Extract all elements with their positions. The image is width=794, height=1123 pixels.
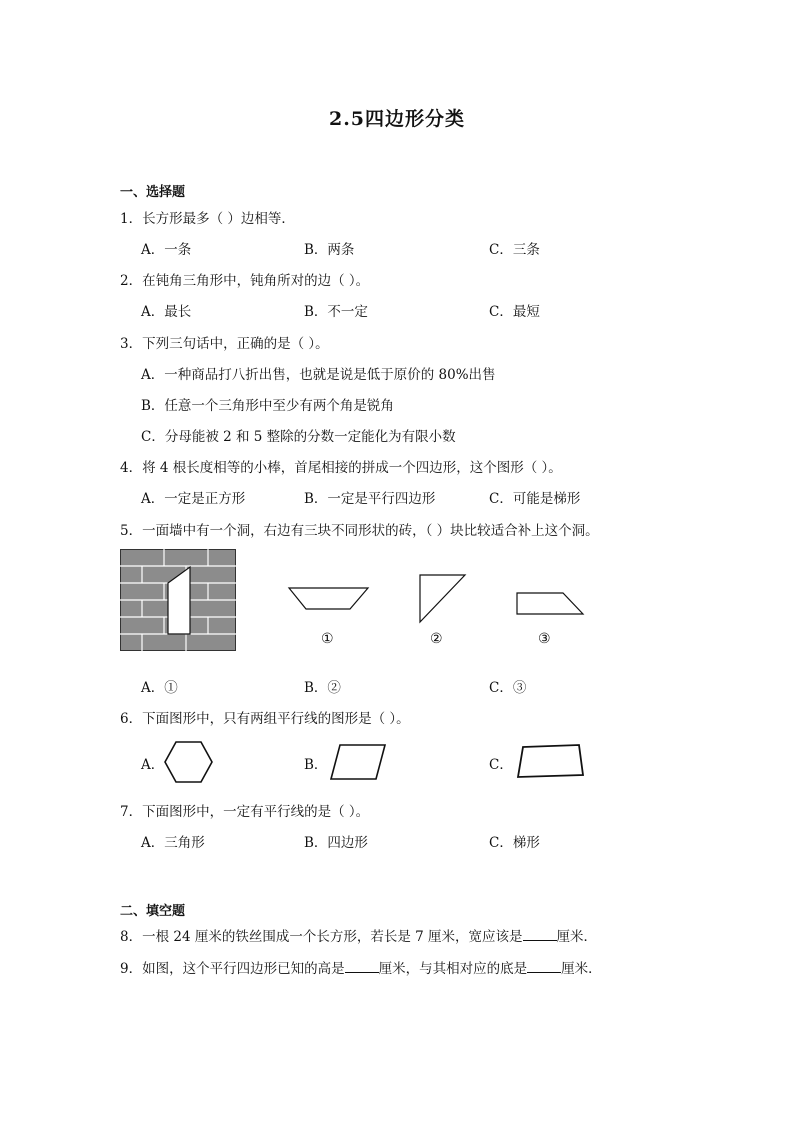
q5-option-a[interactable]: A．① [141, 680, 178, 696]
section-heading-choice: 一、选择题 [120, 185, 186, 200]
hexagon-shape [164, 740, 214, 784]
q6-option-c[interactable]: C． [489, 757, 513, 773]
question-8 [120, 925, 597, 945]
q8-text-before: 8．一根 24 厘米的铁丝围成一个长方形，若长是 7 厘米，宽应该是 [120, 929, 523, 945]
question-7: 7．下面图形中，一定有平行线的是（ ）。 [120, 804, 370, 820]
q1-option-b[interactable]: B．两条 [304, 242, 355, 258]
q8-answer-blank[interactable] [523, 928, 557, 941]
brick-wall-with-hole-figure [120, 549, 237, 652]
q4-option-a[interactable]: A．一定是正方形 [141, 491, 246, 507]
q4-option-c[interactable]: C．可能是梯形 [489, 491, 581, 507]
q9-text-after: 厘米． [561, 961, 602, 977]
brick-shape-2-triangle [418, 573, 468, 625]
q3-option-b[interactable]: B．任意一个三角形中至少有两个角是锐角 [141, 398, 394, 414]
shape-1-label: ① [321, 631, 334, 647]
q9-text-middle: 厘米，与其相对应的底是 [378, 961, 528, 977]
brick-shape-1-trapezoid [288, 587, 370, 611]
shape-3-label: ③ [538, 631, 551, 647]
question-6: 6．下面图形中，只有两组平行线的图形是（ ）。 [120, 711, 410, 727]
section-heading-fill: 二、填空题 [120, 904, 186, 919]
q6-option-b[interactable]: B． [304, 757, 328, 773]
q4-option-b[interactable]: B．一定是平行四边形 [304, 491, 436, 507]
question-5: 5．一面墙中有一个洞，右边有三块不同形状的砖，（ ）块比较适合补上这个洞。 [120, 523, 599, 539]
question-3: 3．下列三句话中，正确的是（ ）。 [120, 336, 329, 352]
irregular-quadrilateral-shape [517, 744, 587, 780]
q9-answer-blank-1[interactable] [345, 960, 379, 973]
q2-option-a[interactable]: A．最长 [141, 304, 192, 320]
question-9 [120, 957, 602, 977]
q3-option-c[interactable]: C．分母能被 2 和 5 整除的分数一定能化为有限小数 [141, 429, 456, 445]
q1-option-a[interactable]: A．一条 [141, 242, 192, 258]
q7-option-b[interactable]: B．四边形 [304, 835, 368, 851]
q5-option-b[interactable]: B．② [304, 680, 341, 696]
q6-option-a[interactable]: A． [141, 757, 165, 773]
q2-option-c[interactable]: C．最短 [489, 304, 540, 320]
q5-option-c[interactable]: C．③ [489, 680, 527, 696]
q9-text-before: 9．如图，这个平行四边形已知的高是 [120, 961, 345, 977]
page-title: 2.5四边形分类 [328, 108, 466, 130]
q8-text-after: 厘米． [556, 929, 598, 945]
question-1: 1．长方形最多（ ）边相等． [120, 211, 295, 227]
question-2: 2．在钝角三角形中，钝角所对的边（ ）。 [120, 273, 370, 289]
question-4: 4．将 4 根长度相等的小棒，首尾相接的拼成一个四边形，这个图形（ ）。 [120, 460, 562, 476]
brick-shape-3-right-trapezoid [516, 592, 586, 616]
q7-option-a[interactable]: A．三角形 [141, 835, 205, 851]
q1-option-c[interactable]: C．三条 [489, 242, 540, 258]
parallelogram-shape [328, 743, 388, 783]
q2-option-b[interactable]: B．不一定 [304, 304, 368, 320]
q3-option-a[interactable]: A．一种商品打八折出售，也就是说是低于原价的 80%出售 [141, 367, 496, 383]
shape-2-label: ② [430, 631, 443, 647]
q7-option-c[interactable]: C．梯形 [489, 835, 540, 851]
q9-answer-blank-2[interactable] [527, 960, 561, 973]
